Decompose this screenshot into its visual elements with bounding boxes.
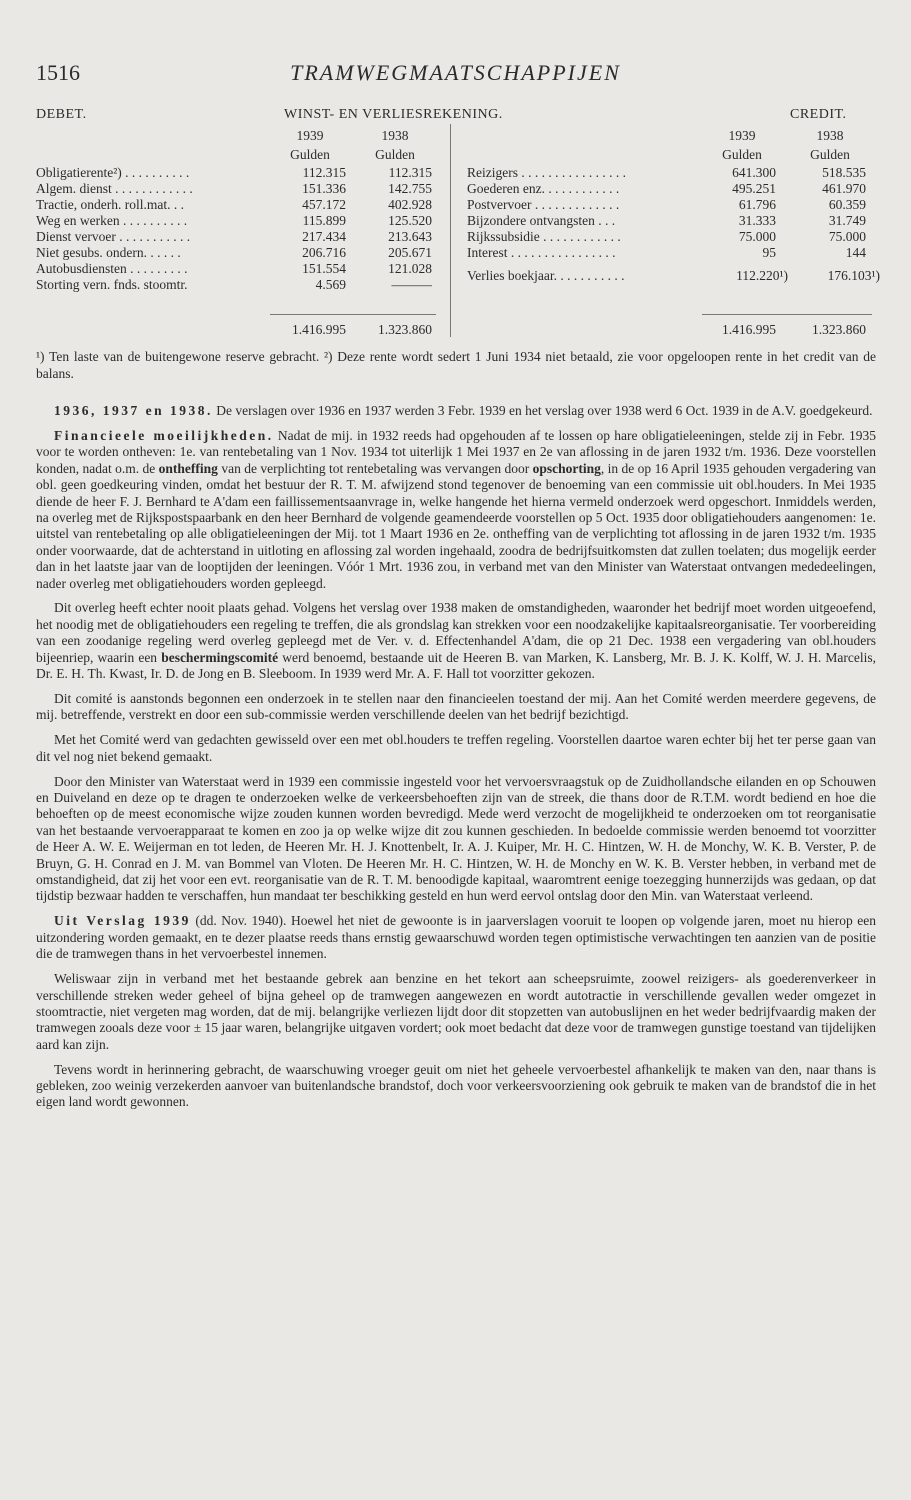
debet-value-1939: 4.569 xyxy=(315,277,346,292)
paragraph-overleg: Dit overleg heeft echter nooit plaats gehad. Volgens het verslag over 1938 maken de omstandigheden, waaronder het bedrijf moet worden uitgeoefend, het noodig met de obligatiehouders een regeling te treffen, die als grondslag kan strekken voor een noodzakelijke kapitaalsreorganisatie. Ter voorbereiding van een zoodanige regeling werd overleg gepleegd met de Ver. v. d. Effectenhandel A'dam, die op 21 Dec. 1938 een vergadering van obl.houders bijeenriep, waarin een beschermingscomité werd benoemd, bestaande uit de Heeren B. van Marken, K. Lansberg, Mr. B. J. K. Kolff, W. J. H. Marcelis, Dr. E. H. Th. Kwast, Ir. D. de Jong en B. Sleeboom. In 1939 werd Mr. A. F. Hall tot voorzitter gekozen. xyxy=(36,600,877,682)
paragraph-verslag-1939: Uit Verslag 1939 (dd. Nov. 1940). Hoewel het niet de gewoonte is in jaarverslagen vooruit te loopen op volgende jaren, moet nu hierop een uitzondering worden gemaakt, en te dezer plaatse reeds thans ernstig gewaarschuwd worden tegen optimistische verwachtingen ten aanzien van de positie die de tramwegen thans in het vervoerbestel innemen. xyxy=(36,913,877,962)
credit-value-1939: 641.300 xyxy=(732,165,776,180)
debet-value-1938: 205.671 xyxy=(388,245,432,260)
debet-label: Niet gesubs. ondern. . . . . . xyxy=(36,245,181,260)
table-heading: WINST- EN VERLIESREKENING. xyxy=(284,107,503,122)
footnotes: ¹) Ten laste van de buitengewone reserve gebracht. ²) Deze rente wordt sedert 1 Juni 1934 niet betaald, zie voor opgeloopen rente in het credit van de balans. xyxy=(36,349,876,381)
credit-label: Verlies boekjaar. . . . . . . . . . . xyxy=(467,268,625,283)
debet-label: Weg en werken . . . . . . . . . . xyxy=(36,213,188,228)
credit-value-1938: 461.970 xyxy=(822,181,866,196)
credit-year-1939: 1939 xyxy=(728,128,756,143)
debet-heading: DEBET. xyxy=(36,107,87,122)
credit-unit-1939: Gulden xyxy=(722,147,762,162)
debet-value-1938: ——— xyxy=(391,277,432,292)
credit-label: Postvervoer . . . . . . . . . . . . . xyxy=(467,197,620,212)
debet-label: Tractie, onderh. roll.mat. . . xyxy=(36,197,184,212)
credit-value-1938: 60.359 xyxy=(828,197,866,212)
running-title: TRAMWEGMAATSCHAPPIJEN xyxy=(290,60,621,85)
credit-value-1938: 144 xyxy=(845,245,866,260)
debet-value-1939: 112.315 xyxy=(302,165,346,180)
credit-heading: CREDIT. xyxy=(790,107,847,122)
debet-value-1939: 217.434 xyxy=(302,229,346,244)
credit-value-1938: 31.749 xyxy=(828,213,866,228)
debet-value-1939: 457.172 xyxy=(302,197,346,212)
credit-value-1939: 112.220¹) xyxy=(736,268,788,283)
section-heading: Uit Verslag 1939 xyxy=(54,913,191,929)
credit-value-1938: 75.000 xyxy=(828,229,866,244)
credit-total-1939: 1.416.995 xyxy=(722,322,776,337)
credit-value-1938: 518.535 xyxy=(822,165,866,180)
paragraph-brandstof: Tevens wordt in herinnering gebracht, de waarschuwing vroeger geuit om niet het geheele vervoerbestel afhankelijk te maken van den, naar thans is gebleken, zoo weinig verzekerden aanvoer van buitenlandsche brandstof, doch voor verkeersvoorziening ook gebruik te maken van de brandstof die in het eigen land wordt gewonnen. xyxy=(36,1061,876,1110)
paragraph-benzine: Weliswaar zijn in verband met het bestaande gebrek aan benzine en het tekort aan scheepsruimte, zoowel reizigers- als goederenverkeer in verschillende streken weder geheel of bijna geheel op de tramwegen aangewezen en wordt autotractie in verschillende gevallen weder omgezet in stoomtractie, niet vergeten mag worden, dat de mij. belangrijke verliezen lijdt door dit stopzetten van autobuslijnen en het weder bedrijfvaardig maken der tramwegen zooals deze voor ± 15 jaar waren, belangrijke uitgaven vordert; ook moet bedacht dat deze voor de tramwegen gunstige toestand van tijdelijken aard kan zijn. xyxy=(36,971,876,1052)
debet-value-1939: 206.716 xyxy=(302,245,346,260)
body-text xyxy=(36,403,876,1119)
paragraph-verslagen: 1936, 1937 en 1938. De verslagen over 1936 en 1937 werden 3 Febr. 1939 en het verslag over 1938 werd 6 Oct. 1939 in de A.V. goedgekeurd. xyxy=(54,403,873,418)
paragraph-comite: Dit comité is aanstonds begonnen een onderzoek in te stellen naar den financieelen toestand der mij. Aan het Comité werden meerdere gegevens, de mij. betreffende, verstrekt en door een sub-commissie werden verschillende deelen van het bedrijf bezichtigd. xyxy=(36,691,876,723)
credit-value-1939: 495.251 xyxy=(732,181,776,196)
debet-year-1938: 1938 xyxy=(381,128,409,143)
debet-total-1939: 1.416.995 xyxy=(292,322,346,337)
debet-label: Dienst vervoer . . . . . . . . . . . xyxy=(36,229,191,244)
debet-value-1938: 121.028 xyxy=(388,261,432,276)
debet-value-1939: 151.336 xyxy=(302,181,346,196)
credit-label: Rijkssubsidie . . . . . . . . . . . . xyxy=(467,229,621,244)
section-heading: 1936, 1937 en 1938. xyxy=(54,403,213,418)
debet-value-1939: 115.899 xyxy=(302,213,346,228)
credit-value-1938: 176.103¹) xyxy=(827,268,880,283)
credit-label: Goederen enz. . . . . . . . . . . . xyxy=(467,181,620,196)
page-number: 1516 xyxy=(36,60,80,85)
credit-value-1939: 31.333 xyxy=(738,213,776,228)
paragraph-commissie: Door den Minister van Waterstaat werd in 1939 een commissie ingesteld voor het vervoersvraagstuk op de Zuidhollandsche eilanden en op Schouwen en Duiveland en deze op te dragen te onderzoeken welke de verkeersbehoeften zijn van de streek, die thans door de R.T.M. wordt bediend en hoe die behoeften op de meest economische wijze zouden kunnen worden bevredigd. Mede werd verzocht de mogelijkheid te onderzoeken om tot reorganisatie van het bestaande vervoerapparaat te komen en zoo ja op welke wijze dit zou kunnen geschieden. In bedoelde commissie werden benoemd tot voorzitter de Heer A. W. E. Weijerman en tot leden, de Heeren Mr. H. J. Knottenbelt, Ir. A. J. Kuiper, Mr. H. C. Hintzen, W. H. de Monchy, W. K. B. Verster, P. de Bruyn, G. H. Conrad en J. M. van Bommel van Vloten. De Heeren Mr. H. C. Hintzen, W. H. de Monchy en W. K. B. Verster hebben, in verband met de omstandigheid, dat zij het voor een evt. reorganisatie van de R. T. M. benoodigde kapitaal, waaromtrent eenige toezegging hunnerzijds was gedaan, op dat tijdstip bezwaar hadden te verschaffen, hun mandaat ter beschikking gesteld en hun werd eervol ontslag door den Min. van Waterstaat verleend. xyxy=(36,773,876,904)
debet-value-1938: 402.928 xyxy=(388,197,432,212)
debet-unit-1938: Gulden xyxy=(375,147,415,162)
debet-label: Algem. dienst . . . . . . . . . . . . xyxy=(36,181,193,196)
credit-value-1939: 95 xyxy=(762,245,776,260)
credit-label: Reizigers . . . . . . . . . . . . . . . . xyxy=(467,165,626,180)
credit-total-rule xyxy=(702,314,872,315)
debet-value-1938: 142.755 xyxy=(388,181,432,196)
section-heading: Financieele moeilijkheden. xyxy=(54,427,274,443)
debet-value-1938: 112.315 xyxy=(388,165,432,180)
debet-unit-1939: Gulden xyxy=(290,147,330,162)
paragraph-financieele-moeilijkheden: Financieele moeilijkheden. Nadat de mij. in 1932 reeds had opgehouden af te lossen op hare obligatieleeningen, stelde zij in Febr. 1935 voor te worden ontheven: 1e. van rentebetaling van 1 Nov. 1934 tot uiterlijk 1 Mei 1937 en 2e van aflossing in de jaren 1932 t/m. 1936. Deze voorstellen konden, nadat o.m. de ontheffing van de verplichting tot rentebetaling was vervangen door opschorting, in de op 16 April 1935 gehouden vergadering van obl. geen goedkeuring vinden, omdat het bestuur der R. T. M. afwijzend stond tegenover de benoeming van een commissie uit obl.houders. In Mei 1935 diende de heer F. J. Bernhard te A'dam een faillissementsaanvrage in, welke hangende het hierna vermeld onderzoek werd opgeschort. Inmiddels werden, na overleg met de Rijkspostspaarbank en den heer Bernhard de volgende geamendeerde voorstellen op 5 Oct. 1935 door obligatiehouders aangenomen: 1e. uitstel van rentebetaling op alle obligatieleeningen der Mij. tot 1 Maart 1936 en 2e. ontheffing van de verplichting tot aflossing in de jaren 1932 t/m. 1935 onder voorwaarde, dat de achterstand in uitloting en aflossing zal worden ingehaald, zoodra de bedrijfsuitkomsten dat zullen toelaten; dus mogelijk eerder dan in het laatste jaar van de looptijden der leeningen. Vóór 1 Mrt. 1936 zou, in verband met van den Minister van Waterstaat ontvangen mededeelingen, nader overleg met obligatiehouders worden gepleegd. xyxy=(36,427,876,591)
credit-value-1939: 61.796 xyxy=(738,197,776,212)
debet-label: Obligatierente²) . . . . . . . . . . xyxy=(36,165,190,180)
debet-total-rule xyxy=(270,314,436,315)
credit-total-1938: 1.323.860 xyxy=(812,322,866,337)
debet-label: Autobusdiensten . . . . . . . . . xyxy=(36,261,188,276)
column-divider xyxy=(450,124,451,337)
credit-unit-1938: Gulden xyxy=(810,147,850,162)
debet-total-1938: 1.323.860 xyxy=(378,322,432,337)
debet-value-1939: 151.554 xyxy=(302,261,346,276)
paragraph-regeling: Met het Comité werd van gedachten gewisseld over een met obl.houders te treffen regeling. Voorstellen daartoe waren echter bij het ter perse gaan van dit vel nog niet bekend gemaakt. xyxy=(36,732,876,764)
credit-label: Bijzondere ontvangsten . . . xyxy=(467,213,616,228)
debet-value-1938: 213.643 xyxy=(388,229,432,244)
debet-value-1938: 125.520 xyxy=(388,213,432,228)
debet-label: Storting vern. fnds. stoomtr. xyxy=(36,277,188,292)
debet-year-1939: 1939 xyxy=(296,128,324,143)
credit-label: Interest . . . . . . . . . . . . . . . . xyxy=(467,245,616,260)
credit-value-1939: 75.000 xyxy=(738,229,776,244)
credit-year-1938: 1938 xyxy=(816,128,844,143)
